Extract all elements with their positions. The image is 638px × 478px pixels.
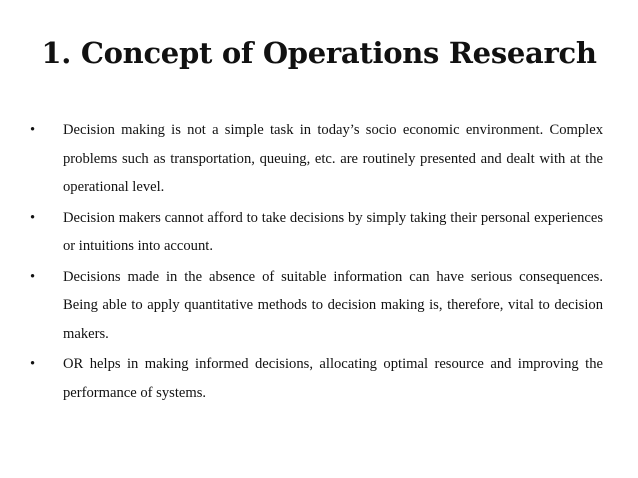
- bullet-dot-icon: •: [30, 209, 36, 226]
- bullet-text: Decisions made in the absence of suitable information can have serious consequences. Being able to apply quantitative methods to decision making is, therefore, vital to decision makers.: [63, 268, 603, 342]
- bullet-dot-icon: •: [30, 122, 36, 138]
- bullet-item: [30, 263, 603, 349]
- bullet-text: OR helps in making informed decisions, allocating optimal resource and improving the performance of systems.: [63, 356, 603, 401]
- bullet-text: Decision making is not a simple task in today’s socio economic environment. Complex problems such as transportation, queuing, etc. are routinely presented and dealt with at the operational level.: [63, 122, 603, 195]
- bullet-item: [30, 350, 603, 407]
- bullet-dot-icon: •: [30, 356, 36, 372]
- bullet-text: Decision makers cannot afford to take decisions by simply taking their personal experiences or intuitions into account.: [63, 209, 603, 254]
- bullet-item: [30, 204, 603, 261]
- bullet-item: [30, 116, 603, 202]
- bullet-dot-icon: •: [30, 268, 36, 285]
- slide-title: 1. Concept of Operations Research: [41, 36, 597, 70]
- bullet-list: [30, 116, 603, 409]
